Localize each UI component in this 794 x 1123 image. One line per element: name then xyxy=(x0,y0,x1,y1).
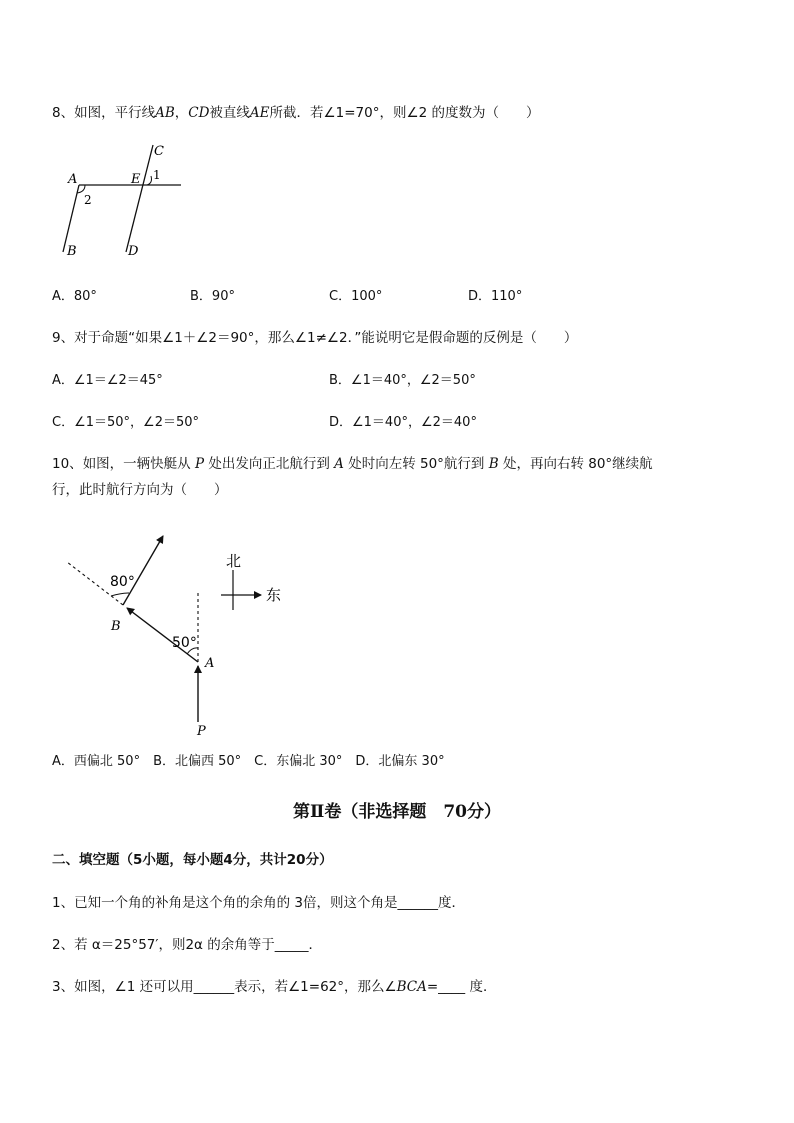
q10-options: A．西偏北 50° B．北偏西 50° C．东偏北 30° D．北偏东 30° xyxy=(52,754,445,769)
fill-question-1: 1、已知一个角的补角是这个角的余角的 3倍，则这个角是______度． xyxy=(52,895,465,911)
label-b: B xyxy=(111,619,121,634)
q8-number: 8、 xyxy=(52,105,75,121)
q9-number: 9、 xyxy=(52,330,75,346)
label-b: B xyxy=(67,244,77,259)
label-2: 2 xyxy=(84,193,92,207)
question-10: 10、如图，一辆快艇从 P 处出发向正北航行到 A 处时向左转 50°航行到 B 处，再向右转 80°继续航 xyxy=(52,456,653,472)
q10-number: 10、 xyxy=(52,456,83,472)
question-8: 8、如图，平行线AB，CD被直线AE所截．若∠1=70°，则∠2 的度数为（ ） xyxy=(52,105,540,121)
label-50: 50° xyxy=(172,635,197,651)
fill-question-2: 2、若 α＝25°57′，则2α 的余角等于_____． xyxy=(52,937,322,953)
q9-option-c: C．∠1＝50°，∠2＝50° xyxy=(52,415,200,430)
label-80: 80° xyxy=(110,574,135,590)
question-9: 9、对于命题“如果∠1＋∠2＝90°，那么∠1≠∠2．”能说明它是假命题的反例是（ ） xyxy=(52,330,578,346)
q8-figure xyxy=(55,140,195,265)
q9-option-d: D．∠1＝40°，∠2＝40° xyxy=(329,415,477,430)
question-10-line-2: 行，此时航行方向为（ ） xyxy=(52,482,228,498)
line-cd xyxy=(126,145,153,252)
q9-option-a: A．∠1＝∠2＝45° xyxy=(52,373,163,388)
angle-80-arc xyxy=(111,593,129,596)
q9-option-b: B．∠1＝40°，∠2＝50° xyxy=(329,373,476,388)
q8-option-d: D．110° xyxy=(468,289,523,304)
part-2-title: 第Ⅱ卷（非选择题 70分） xyxy=(293,802,501,822)
label-north: 北 xyxy=(226,552,242,570)
label-1: 1 xyxy=(153,168,161,182)
fill-blank-section-heading: 二、填空题（5小题，每小题4分，共计20分） xyxy=(52,852,333,868)
path-b-onward xyxy=(123,536,163,605)
line-ab xyxy=(63,185,79,252)
label-e: E xyxy=(131,172,141,187)
label-a: A xyxy=(205,656,215,671)
label-p: P xyxy=(197,724,206,739)
label-d: D xyxy=(128,244,139,259)
q8-option-b: B．90° xyxy=(190,289,235,304)
q10-figure xyxy=(55,530,305,745)
fill-question-3: 3、如图，∠1 还可以用______表示，若∠1=62°，那么∠BCA=____ 度． xyxy=(52,979,497,995)
label-a: A xyxy=(68,172,78,187)
q8-option-c: C．100° xyxy=(329,289,383,304)
label-c: C xyxy=(154,144,164,159)
label-east: 东 xyxy=(266,586,282,604)
q8-option-a: A．80° xyxy=(52,289,97,304)
angle-1-arc xyxy=(147,176,152,185)
